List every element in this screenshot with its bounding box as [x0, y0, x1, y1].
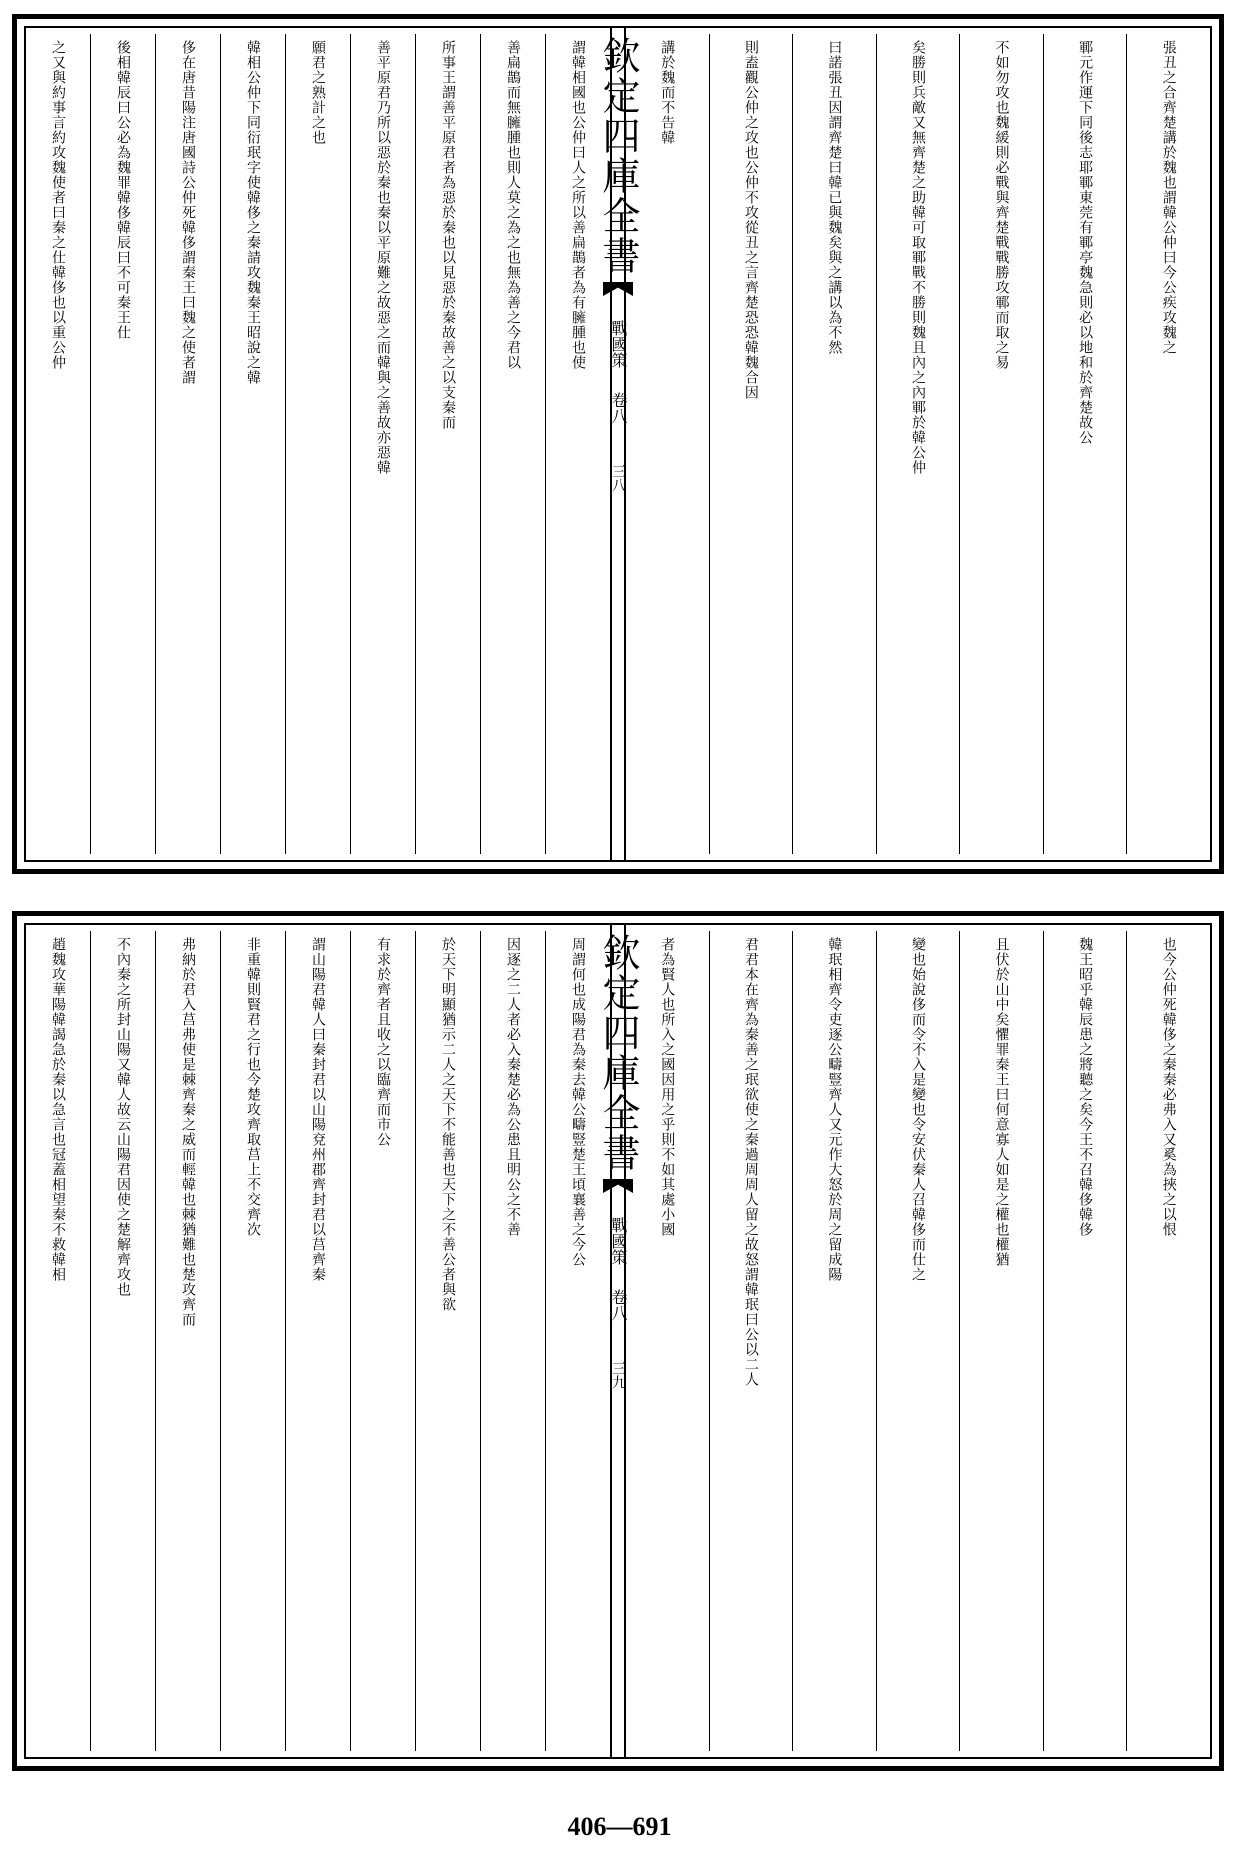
text-column: 弗納於君入莒弗使是棘齊秦之威而輕韓也棘猶難也楚攻齊而 — [155, 931, 220, 1751]
bottom-right-half — [626, 925, 1210, 1757]
text-column: 因逐之二人者必入秦楚必為公患且明公之不善 — [480, 931, 545, 1751]
bottom-page-frame — [12, 911, 1224, 1771]
bottom-right-columns — [626, 931, 1210, 1751]
spine-title: 欽定四庫全書 — [596, 36, 640, 276]
text-column: 願君之熟計之也 — [285, 34, 350, 854]
top-spine — [596, 28, 640, 860]
text-column: 韓相公仲下同衍珉字使韓侈之秦請攻魏秦王昭說之韓 — [220, 34, 285, 854]
top-right-half — [626, 28, 1210, 860]
text-column: 矣勝則兵敵又無齊楚之助韓可取鄆戰不勝則魏且內之內鄆於韓公仲 — [876, 34, 960, 854]
text-column: 後相韓辰曰公必為魏罪韓侈韓辰曰不可秦王仕 — [90, 34, 155, 854]
text-column: 不如勿攻也魏緩則必戰與齊楚戰戰勝攻鄆而取之易 — [959, 34, 1043, 854]
top-page-frame — [12, 14, 1224, 874]
text-column: 善扁鵲而無臃腫也則人莫之為之也無為善之今君以 — [480, 34, 545, 854]
text-column: 張丑之合齊楚講於魏也謂韓公仲曰今公疾攻魏之 — [1126, 34, 1210, 854]
bottom-left-half — [26, 925, 610, 1757]
text-column: 講於魏而不告韓 — [659, 40, 676, 145]
bottom-page-inner-border — [24, 923, 1212, 1759]
spine-page-number: 三九 — [610, 1361, 626, 1389]
text-column: 有求於齊者且收之以臨齊而市公 — [350, 931, 415, 1751]
text-column: 侈在唐昔陽注唐國詩公仲死韓侈謂秦王曰魏之使者謂 — [155, 34, 220, 854]
text-column: 曰諾張丑因謂齊楚曰韓已與魏矣與之講以為不然 — [792, 34, 876, 854]
text-column: 謂韓相國也公仲曰人之所以善扁鵲者為有臃腫也使 — [545, 34, 610, 854]
text-column: 且伏於山中矣懼罪秦王曰何意寡人如是之權也權猶 — [959, 931, 1043, 1751]
text-column: 之又與約事言約攻魏使者曰秦之仕韓侈也以重公仲 — [50, 40, 66, 370]
text-column: 謂山陽君韓人曰秦封君以山陽兗州郡齊封君以莒齊秦 — [285, 931, 350, 1751]
spine-volume: 卷八 — [609, 1289, 628, 1321]
text-column: 善平原君乃所以惡於秦也秦以平原難之故惡之而韓與之善故亦惡韓 — [350, 34, 415, 854]
text-column: 變也始說侈而令不入是變也令安伏秦人召韓侈而仕之 — [876, 931, 960, 1751]
text-column: 韓珉相齊令吏逐公疇豎齊人又元作大怒於周之留成陽 — [792, 931, 876, 1751]
text-column: 非重韓則賢君之行也今楚攻齊取莒上不交齊次 — [220, 931, 285, 1751]
top-left-half — [26, 28, 610, 860]
spine-section: 戰國策 — [609, 320, 628, 368]
text-column: 也今公仲死韓侈之秦秦必弗入又奚為挾之以恨 — [1126, 931, 1210, 1751]
spine-volume: 卷八 — [609, 392, 628, 424]
text-column: 鄆元作運下同後志耶鄆東莞有鄆亭魏急則必以地和於齊楚故公 — [1043, 34, 1127, 854]
text-column: 魏王昭乎韓辰患之將聽之矣今王不召韓侈韓侈 — [1043, 931, 1127, 1751]
top-right-columns — [626, 34, 1210, 854]
text-column: 不內秦之所封山陽又韓人故云山陽君因使之楚解齊攻也 — [90, 931, 155, 1751]
text-column: 周謂何也成陽君為秦去韓公疇豎楚王頃襄善之今公 — [545, 931, 610, 1751]
text-column: 趙魏攻華陽韓謁急於秦以急言也冠蓋相望秦不救韓相 — [50, 937, 66, 1282]
spine-title: 欽定四庫全書 — [596, 933, 640, 1173]
text-column: 則盍觀公仲之攻也公仲不攻從丑之言齊楚恐恐韓魏合因 — [709, 34, 793, 854]
text-column: 君君本在齊為秦善之珉欲使之秦過周周人留之故怒謂韓珉曰公以二人 — [709, 931, 793, 1751]
text-column: 者為賢人也所入之國因用之乎則不如其處小國 — [659, 937, 676, 1237]
top-page-inner-border — [24, 26, 1212, 862]
top-left-columns — [26, 34, 610, 854]
bottom-left-columns — [26, 931, 610, 1751]
spine-page-number: 三八 — [610, 464, 626, 492]
spine-section: 戰國策 — [609, 1217, 628, 1265]
text-column: 所事王謂善平原君者為惡於秦也以見惡於秦故善之以支秦而 — [415, 34, 480, 854]
page-footer-number: 406—691 — [567, 1812, 672, 1841]
bottom-spine — [596, 925, 640, 1757]
text-column: 於天下明顯猶示二人之天下不能善也天下之不善公者與欲 — [415, 931, 480, 1751]
